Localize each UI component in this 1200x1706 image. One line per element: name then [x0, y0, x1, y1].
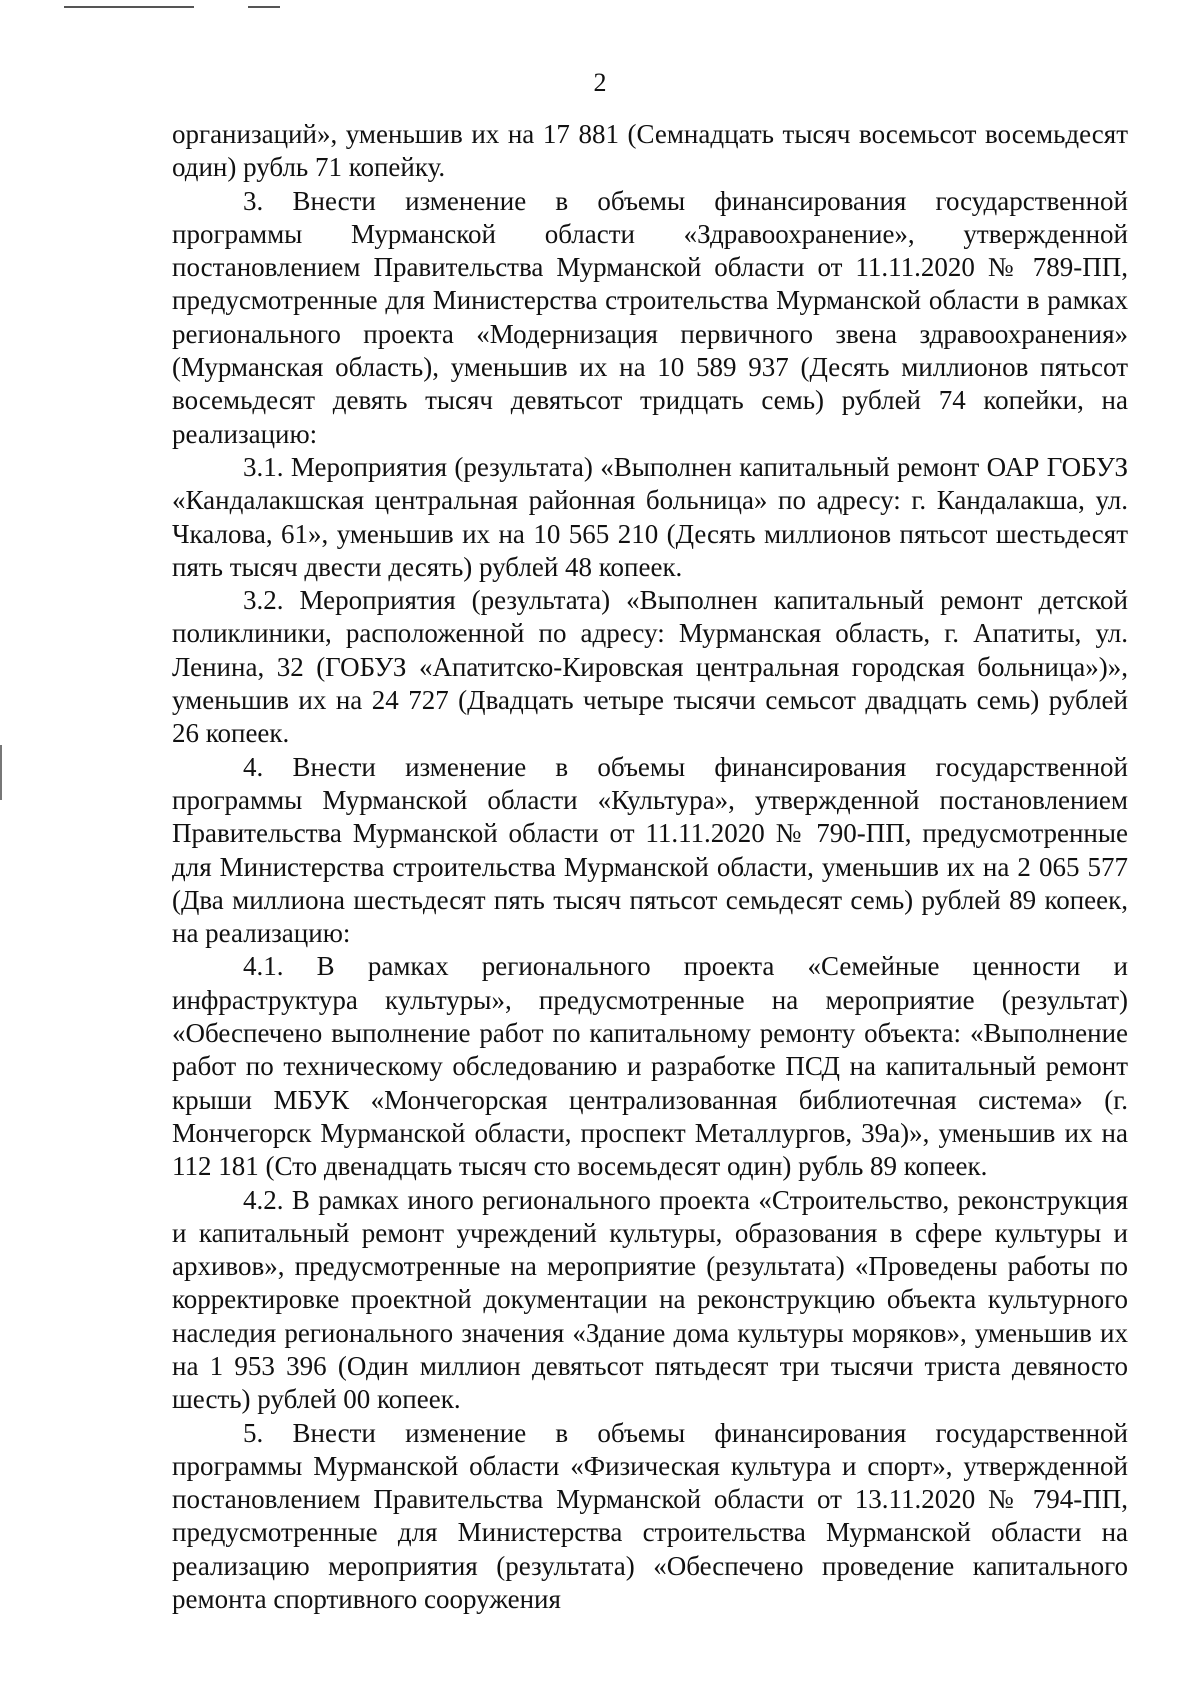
document-body [172, 118, 1128, 1616]
paragraph-item-4-2: 4.2. В рамках иного регионального проекта «Строительство, реконструкция и капитальный ремонт учреждений культуры, образования в сфере культуры и архивов», предусмотренные на мероприятие (результата) «Проведены работы по корректировке проектной документации на реконструкцию объекта культурного наследия регионального значения «Здание дома культуры моряков», уменьшив их на 1 953 396 (Один миллион девятьсот пятьдесят три тысячи триста девяносто шесть) рублей 00 копеек. [172, 1184, 1128, 1415]
paragraph-item-4: 4. Внести изменение в объемы финансирования государственной программы Мурманской области «Культура», утвержденной постановлением Правительства Мурманской области от 11.11.2020 № 790-ПП, предусмотренные для Министерства строительства Мурманской области, уменьшив их на 2 065 577 (Два миллиона шестьдесят пять тысяч пятьсот семьдесят семь) рублей 89 копеек, на реализацию: [172, 751, 1128, 949]
paragraph-item-3-2: 3.2. Мероприятия (результата) «Выполнен капитальный ремонт детской поликлиники, расположенной по адресу: Мурманская область, г. Апатиты, ул. Ленина, 32 (ГОБУЗ «Апатитско-Кировская центральная городская больница»)», уменьшив их на 24 727 (Двадцать четыре тысячи семьсот двадцать семь) рублей 26 копеек. [172, 585, 1128, 749]
scan-artifact-left-edge [0, 745, 2, 800]
scan-artifact-top-right [248, 6, 280, 8]
paragraph-item-3: 3. Внести изменение в объемы финансирования государственной программы Мурманской области «Здравоохранение», утвержденной постановлением Правительства Мурманской области от 11.11.2020 № 789-ПП, предусмотренные для Министерства строительства Мурманской области в рамках регионального проекта «Модернизация первичного звена здравоохранения» (Мурманская область), уменьшив их на 10 589 937 (Десять миллионов пятьсот восемьдесят девять тысяч девятьсот тридцать семь) рублей 74 копейки, на реализацию: [172, 185, 1128, 449]
paragraph-item-4-1: 4.1. В рамках регионального проекта «Семейные ценности и инфраструктура культуры», предусмотренные на мероприятие (результат) «Обеспечено выполнение работ по капитальному ремонту объекта: «Выполнение работ по техническому обследованию и разработке ПСД на капитальный ремонт крыши МБУК «Мончегорская централизованная библиотечная система» (г. Мончегорск Мурманской области, проспект Металлургов, 39а)», уменьшив их на 112 181 (Сто двенадцать тысяч сто восемьдесят один) рубль 89 копеек. [172, 951, 1128, 1182]
page-number: 2 [593, 68, 607, 97]
scan-artifact-top-left [64, 6, 194, 8]
paragraph-continuation: организаций», уменьшив их на 17 881 (Семнадцать тысяч восемьсот восемьдесят один) рубль 71 копейку. [172, 119, 1128, 183]
paragraph-item-5: 5. Внести изменение в объемы финансирования государственной программы Мурманской области «Физическая культура и спорт», утвержденной постановлением Правительства Мурманской области от 13.11.2020 № 794-ПП, предусмотренные для Министерства строительства Мурманской области на реализацию мероприятия (результата) «Обеспечено проведение капитального ремонта спортивного сооружения [172, 1417, 1128, 1615]
paragraph-item-3-1: 3.1. Мероприятия (результата) «Выполнен капитальный ремонт ОАР ГОБУЗ «Кандалакшская центральная районная больница» по адресу: г. Кандалакша, ул. Чкалова, 61», уменьшив их на 10 565 210 (Десять миллионов пятьсот шестьдесят пять тысяч двести десять) рублей 48 копеек. [172, 451, 1128, 582]
